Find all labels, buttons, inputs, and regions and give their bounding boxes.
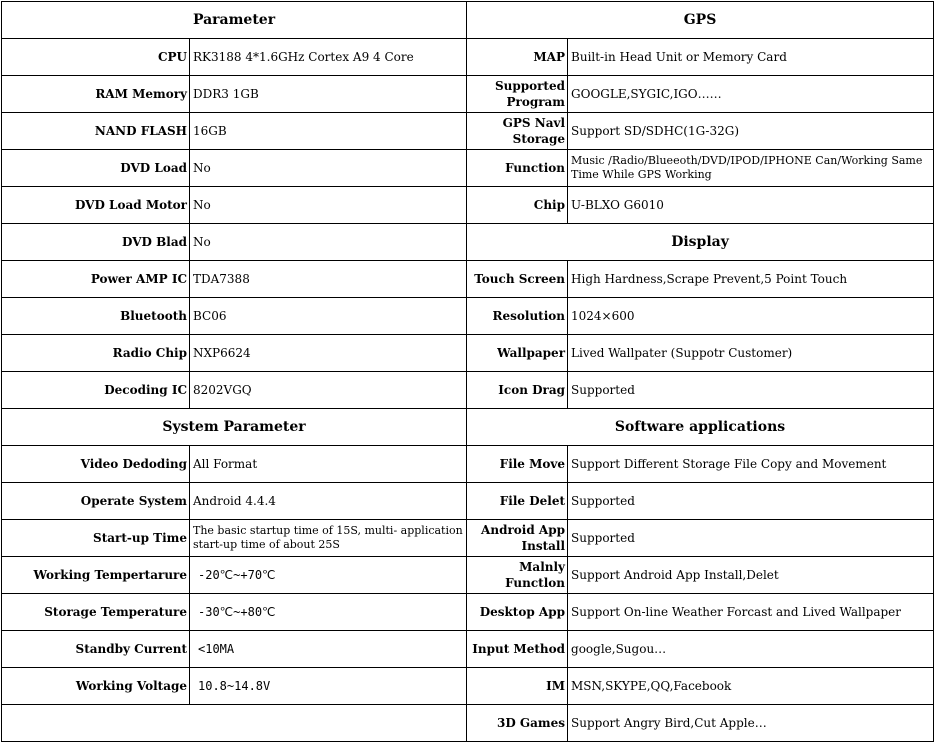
- spec-label: Decoding IC: [2, 372, 190, 409]
- spec-label: Radio Chip: [2, 335, 190, 372]
- spec-label: Operate System: [2, 483, 190, 520]
- spec-label: Input Method: [467, 631, 568, 668]
- spec-value: GOOGLE,SYGIC,IGO……: [568, 76, 934, 113]
- spec-value: Lived Wallpater (Suppotr Customer): [568, 335, 934, 372]
- spec-value: Support Angry Bird,Cut Apple…: [568, 705, 934, 742]
- spec-label: Storage Temperature: [2, 594, 190, 631]
- spec-value: No: [190, 187, 467, 224]
- spec-value: No: [190, 150, 467, 187]
- spec-label: CPU: [2, 39, 190, 76]
- spec-label: GPS Navl Storage: [467, 113, 568, 150]
- spec-label: DVD Load: [2, 150, 190, 187]
- spec-label: Android App Install: [467, 520, 568, 557]
- table-row: [2, 631, 934, 668]
- spec-value: 10.8~14.8V: [190, 668, 467, 705]
- spec-label: Standby Current: [2, 631, 190, 668]
- table-row: [2, 261, 934, 298]
- spec-label: DVD Load Motor: [2, 187, 190, 224]
- spec-value: Built-in Head Unit or Memory Card: [568, 39, 934, 76]
- spec-value: NXP6624: [190, 335, 467, 372]
- table-row: [2, 335, 934, 372]
- spec-label: Resolution: [467, 298, 568, 335]
- table-row: [2, 409, 934, 446]
- table-row: [2, 187, 934, 224]
- spec-label: File Delet: [467, 483, 568, 520]
- spec-label: MAP: [467, 39, 568, 76]
- section-title-system-parameter: System Parameter: [2, 409, 467, 446]
- spec-label: Working Tempertarure: [2, 557, 190, 594]
- spec-value: RK3188 4*1.6GHz Cortex A9 4 Core: [190, 39, 467, 76]
- table-row: [2, 298, 934, 335]
- spec-value: The basic startup time of 15S, multi- application start-up time of about 25S: [190, 520, 467, 557]
- table-row: [2, 150, 934, 187]
- spec-value: U-BLXO G6010: [568, 187, 934, 224]
- table-row: [2, 483, 934, 520]
- spec-label: Icon Drag: [467, 372, 568, 409]
- spec-label: Power AMP IC: [2, 261, 190, 298]
- section-title-parameter: Parameter: [2, 2, 467, 39]
- table-row: [2, 113, 934, 150]
- table-row: [2, 224, 934, 261]
- table-row: [2, 705, 934, 742]
- table-row: [2, 76, 934, 113]
- spec-label: Desktop App: [467, 594, 568, 631]
- spec-label: Supported Program: [467, 76, 568, 113]
- table-row: [2, 39, 934, 76]
- spec-value: Music /Radio/Blueeoth/DVD/IPOD/IPHONE Can/Working Same Time While GPS Working: [568, 150, 934, 187]
- spec-value: Android 4.4.4: [190, 483, 467, 520]
- table-row: [2, 668, 934, 705]
- spec-label: 3D Games: [467, 705, 568, 742]
- spec-value: 1024×600: [568, 298, 934, 335]
- spec-label: File Move: [467, 446, 568, 483]
- table-row: [2, 2, 934, 39]
- spec-value: 8202VGQ: [190, 372, 467, 409]
- spec-value: Support On-line Weather Forcast and Lived Wallpaper: [568, 594, 934, 631]
- spec-value: Supported: [568, 520, 934, 557]
- spec-label: Working Voltage: [2, 668, 190, 705]
- spec-value: google,Sugou…: [568, 631, 934, 668]
- spec-label: IM: [467, 668, 568, 705]
- spec-table: [1, 1, 934, 742]
- spec-value: 16GB: [190, 113, 467, 150]
- spec-label: RAM Memory: [2, 76, 190, 113]
- spec-label: Malnly Functlon: [467, 557, 568, 594]
- spec-value: -20℃~+70℃: [190, 557, 467, 594]
- spec-label: Start-up Time: [2, 520, 190, 557]
- spec-label: Video Dedoding: [2, 446, 190, 483]
- spec-value: Support Android App Install,Delet: [568, 557, 934, 594]
- spec-value: TDA7388: [190, 261, 467, 298]
- spec-value: -30℃~+80℃: [190, 594, 467, 631]
- table-row: [2, 594, 934, 631]
- spec-label: Wallpaper: [467, 335, 568, 372]
- spec-value: BC06: [190, 298, 467, 335]
- spec-value: DDR3 1GB: [190, 76, 467, 113]
- table-row: [2, 446, 934, 483]
- table-row: [2, 520, 934, 557]
- section-title-software-applications: Software applications: [467, 409, 934, 446]
- spec-value: <10MA: [190, 631, 467, 668]
- spec-value: Supported: [568, 483, 934, 520]
- spec-label: Touch Screen: [467, 261, 568, 298]
- spec-label: DVD Blad: [2, 224, 190, 261]
- spec-value: Supported: [568, 372, 934, 409]
- section-title-display: Display: [467, 224, 934, 261]
- spec-label: Bluetooth: [2, 298, 190, 335]
- spec-value: MSN,SKYPE,QQ,Facebook: [568, 668, 934, 705]
- spec-label: NAND FLASH: [2, 113, 190, 150]
- spec-value: No: [190, 224, 467, 261]
- empty-cell: [2, 705, 467, 742]
- spec-value: High Hardness,Scrape Prevent,5 Point Touch: [568, 261, 934, 298]
- spec-value: Support Different Storage File Copy and Movement: [568, 446, 934, 483]
- table-row: [2, 372, 934, 409]
- spec-value: All Format: [190, 446, 467, 483]
- spec-label: Chip: [467, 187, 568, 224]
- spec-label: Function: [467, 150, 568, 187]
- spec-value: Support SD/SDHC(1G-32G): [568, 113, 934, 150]
- section-title-gps: GPS: [467, 2, 934, 39]
- table-row: [2, 557, 934, 594]
